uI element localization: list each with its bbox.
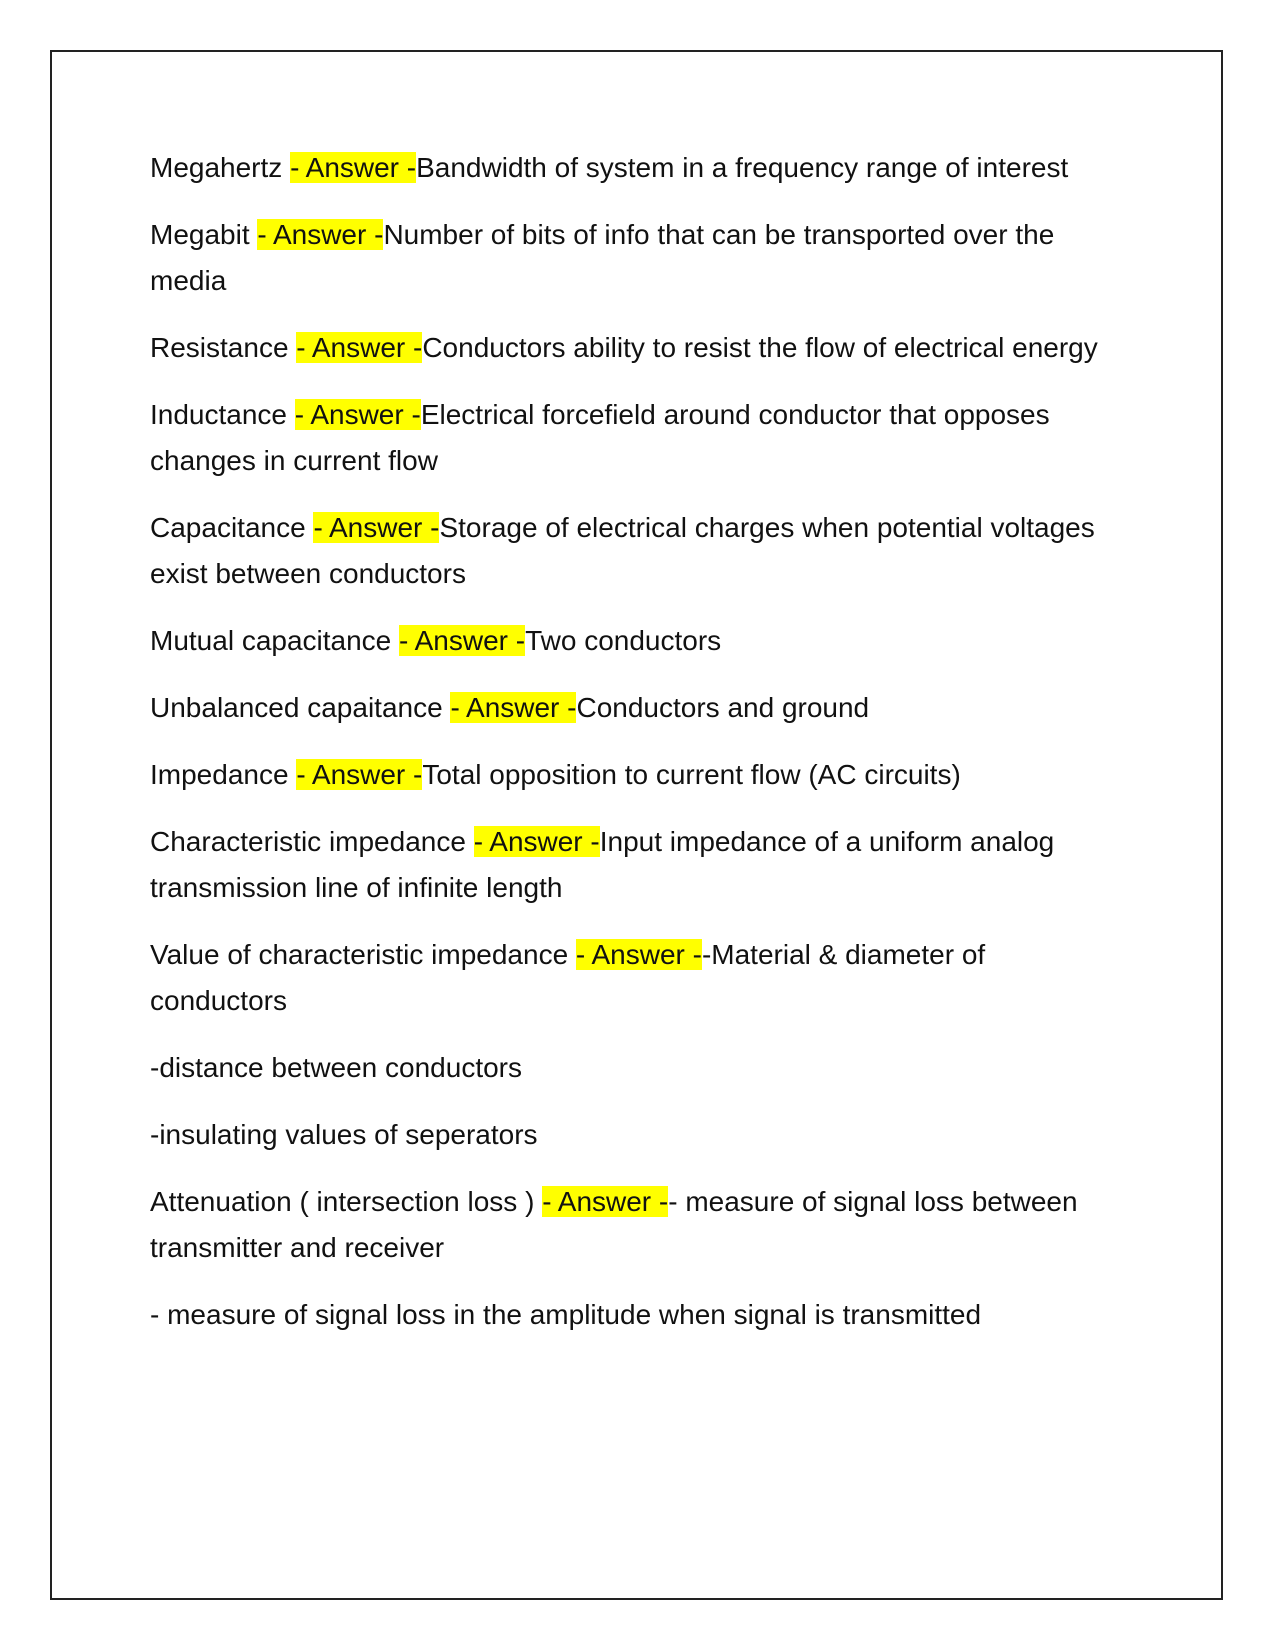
paragraph	[150, 145, 1110, 191]
paragraph	[150, 1292, 1110, 1338]
answer-marker: - Answer -	[296, 759, 423, 790]
document-body	[150, 145, 1110, 1359]
paragraph	[150, 392, 1110, 484]
answer-marker: - Answer -	[313, 512, 440, 543]
definition: Bandwidth of system in a frequency range of interest	[416, 152, 1069, 183]
paragraph	[150, 819, 1110, 911]
definition: Conductors ability to resist the flow of electrical energy	[422, 332, 1098, 363]
definition: - measure of signal loss in the amplitude when signal is transmitted	[150, 1299, 982, 1330]
definition: -Material & diameter of conductors	[150, 939, 986, 1016]
paragraph	[150, 1179, 1110, 1271]
answer-marker: - Answer -	[257, 219, 384, 250]
answer-marker: - Answer -	[473, 826, 600, 857]
term: Resistance	[150, 332, 297, 363]
term: Attenuation ( intersection loss )	[150, 1186, 543, 1217]
answer-marker: - Answer -	[296, 332, 423, 363]
term: Megabit	[150, 219, 258, 250]
paragraph	[150, 1112, 1110, 1158]
definition: Total opposition to current flow (AC circuits)	[422, 759, 961, 790]
answer-marker: - Answer -	[290, 152, 417, 183]
paragraph	[150, 325, 1110, 371]
term: Value of characteristic impedance	[150, 939, 576, 970]
paragraph	[150, 752, 1110, 798]
paragraph	[150, 685, 1110, 731]
definition: Number of bits of info that can be transported over the media	[150, 219, 1055, 296]
term: Characteristic impedance	[150, 826, 474, 857]
definition: -distance between conductors	[150, 1052, 522, 1083]
answer-marker: - Answer -	[450, 692, 577, 723]
term: Capacitance	[150, 512, 314, 543]
definition: - measure of signal loss between transmitter and receiver	[150, 1186, 1078, 1263]
definition: Conductors and ground	[576, 692, 870, 723]
answer-marker: - Answer -	[575, 939, 702, 970]
paragraph	[150, 212, 1110, 304]
definition: Electrical forcefield around conductor that opposes changes in current flow	[150, 399, 1050, 476]
answer-marker: - Answer -	[399, 625, 526, 656]
definition: -insulating values of seperators	[150, 1119, 538, 1150]
paragraph	[150, 505, 1110, 597]
answer-marker: - Answer -	[294, 399, 421, 430]
term: Unbalanced capaitance	[150, 692, 451, 723]
term: Megahertz	[150, 152, 291, 183]
paragraph	[150, 1045, 1110, 1091]
paragraph	[150, 932, 1110, 1024]
answer-marker: - Answer -	[542, 1186, 669, 1217]
term: Impedance	[150, 759, 297, 790]
definition: Input impedance of a uniform analog transmission line of infinite length	[150, 826, 1055, 903]
term: Inductance	[150, 399, 295, 430]
definition: Storage of electrical charges when potential voltages exist between conductors	[150, 512, 1095, 589]
term: Mutual capacitance	[150, 625, 400, 656]
paragraph	[150, 618, 1110, 664]
definition: Two conductors	[525, 625, 722, 656]
